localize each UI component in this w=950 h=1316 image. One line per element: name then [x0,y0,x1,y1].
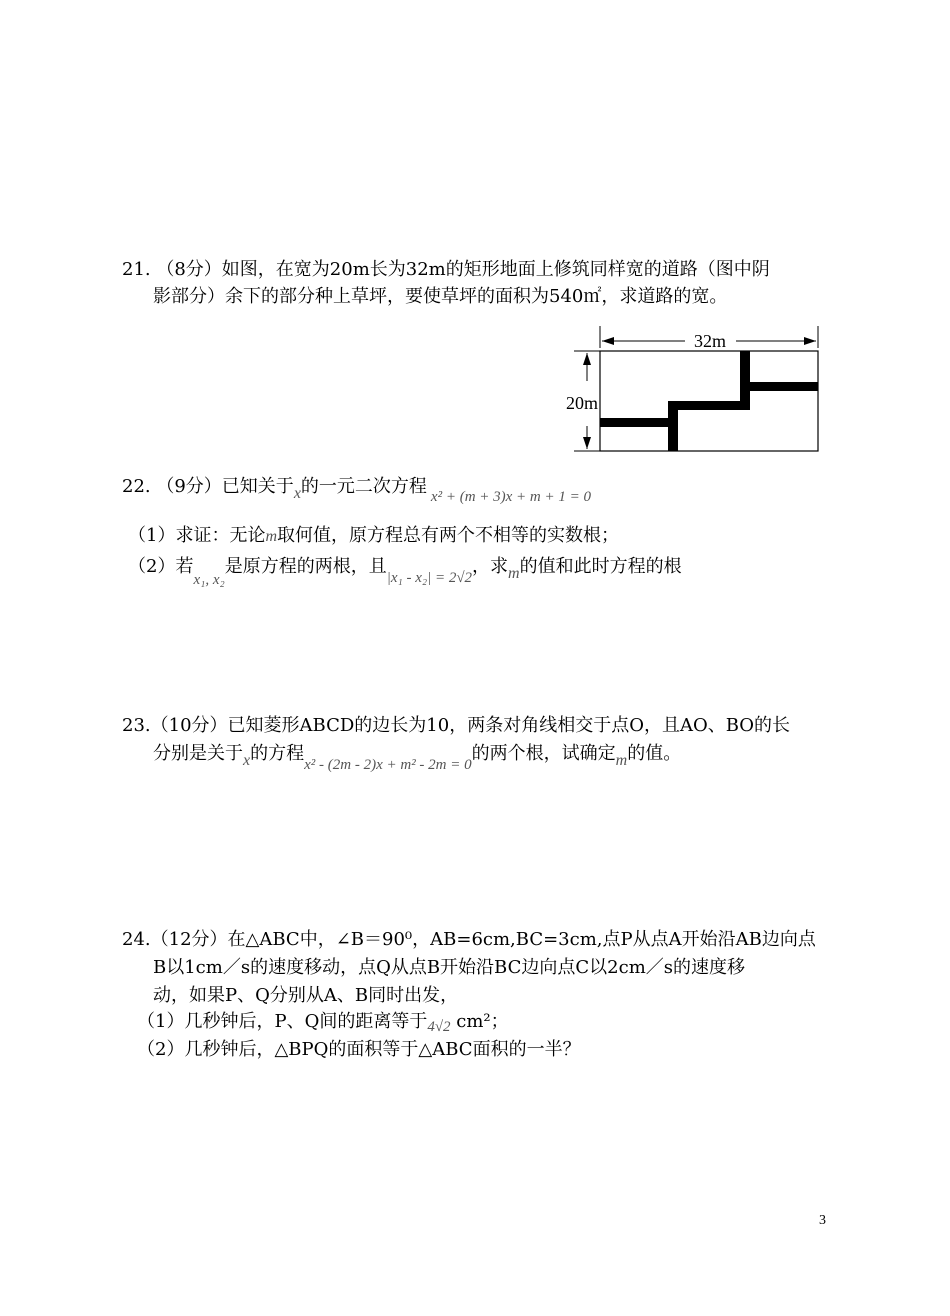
q22-condition: |x₁ - x₂| = 2√2 [386,570,473,586]
q23-line1: 23.（10分）已知菱形ABCD的边长为10，两条对角线相交于点O，且AO、BO的长 [122,715,791,736]
page-number: 3 [819,1213,826,1228]
q21-line2: 影部分）余下的部分种上草坪，要使草坪的面积为540㎡，求道路的宽。 [153,286,728,307]
q24-distance: 4√2 [427,1019,451,1035]
q22-part2: （2）若$_{x_1, x_2}$是原方程的两根，且$_{|x_1 - x_2| = 2√2}$，求m的值和此时方程的根 [128,556,682,588]
q22-part1: （1）求证：无论m取何值，原方程总有两个不相等的实数根； [128,525,620,546]
var-x: x [293,485,301,502]
q23-equation: x² - (2m - 2)x + m² - 2m = 0 [304,757,472,773]
q24-line2: B以1cm／s的速度移动，点Q从点B开始沿BC边向点C以2cm／s的速度移 [153,957,745,978]
q24-part2: （2）几秒钟后，△BPQ的面积等于△ABC面积的一半？ [137,1039,581,1060]
q22-roots: x₁, x₂ [193,572,225,588]
q21-road-figure [560,326,830,456]
q22-equation: x² + (m + 3)x + m + 1 = 0 [430,489,591,505]
var-m: m [265,528,278,545]
width-label: 32m [693,331,727,351]
q23-line2: 分别是关于x的方程$_{x^2 - (2m - 2)x + m^2 - 2m = 0}$的两个根，试确定m的值。 [153,743,682,773]
height-label: 20m [566,393,599,413]
q22-line1: 22. （9分）已知关于x的一元二次方程 $_{x^2 + (m + 3)x + m + 1 = 0}$ [122,476,591,505]
q24-line3: 动，如果P、Q分别从A、B同时出发， [153,985,459,1006]
q24-line1: 24.（12分）在△ABC中，∠B＝90⁰，AB=6cm,BC=3cm,点P从点A开始沿AB边向点 [122,929,816,950]
q21-line1: 21. （8分）如图，在宽为20m长为32m的矩形地面上修筑同样宽的道路（图中阴 [122,259,770,280]
q24-part1: （1）几秒钟后，P、Q间的距离等于$_{4√2}$ cm²； [137,1011,509,1035]
